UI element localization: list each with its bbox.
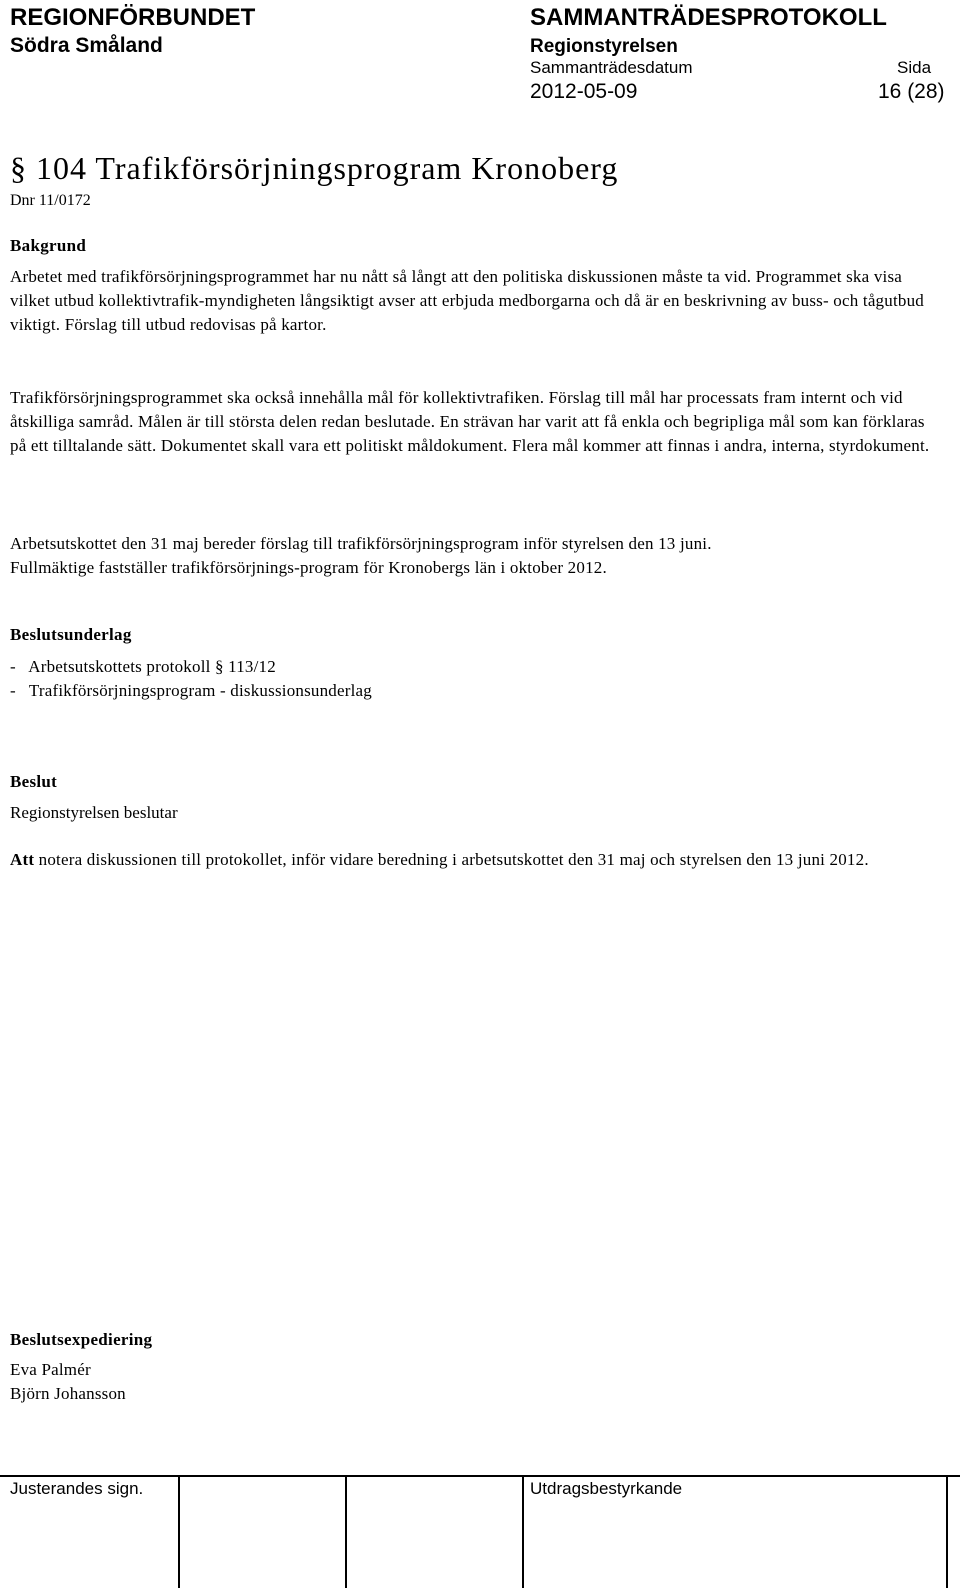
paragraph-line: Arbetsutskottet den 31 maj bereder förslag till trafikförsörjningsprogram inför styrelsen den 13 juni.	[10, 534, 712, 553]
decision-intro: Regionstyrelsen beslutar	[10, 803, 178, 822]
extract-certification-label: Utdragsbestyrkande	[530, 1479, 683, 1498]
diary-number: Dnr 11/0172	[10, 192, 91, 209]
section-heading-dispatch: Beslutsexpediering	[10, 1330, 153, 1349]
governing-body: Regionstyrelsen	[530, 36, 678, 57]
list-item: - Arbetsutskottets protokoll § 113/12	[10, 657, 276, 676]
background-paragraph-1	[10, 265, 940, 337]
signature-cell-divider	[345, 1475, 347, 1588]
page-label: Sida	[897, 58, 932, 77]
signature-cell-divider	[178, 1475, 180, 1588]
list-item: - Trafikförsörjningsprogram - diskussionsunderlag	[10, 681, 372, 700]
decision-text	[10, 848, 940, 872]
footer-top-rule	[0, 1475, 960, 1477]
paragraph-text: Arbetet med trafikförsörjningsprogrammet har nu nått så långt att den politiska diskussionen måste ta vid. Programmet ska visa vilket utbud kollektivtrafik-myndigheten långsiktigt avser att erbjuda medborgarna och då är en beskrivning av buss- och tågutbud viktigt. Förslag till utbud redovisas på kartor.	[10, 267, 924, 334]
adjuster-signature-label: Justerandes sign.	[10, 1479, 144, 1498]
decision-body: notera diskussionen till protokollet, inför vidare beredning i arbetsutskottet den 31 maj och styrelsen den 13 juni 2012.	[34, 850, 869, 869]
meeting-date-label: Sammanträdesdatum	[530, 58, 693, 77]
item-title: § 104 Trafikförsörjningsprogram Kronoberg	[10, 150, 619, 186]
page-number: 16 (28)	[878, 80, 945, 103]
background-paragraph-3	[10, 532, 940, 580]
signature-cell-divider	[522, 1475, 524, 1588]
meeting-date: 2012-05-09	[530, 80, 638, 103]
att-keyword: Att	[10, 850, 35, 869]
basis-list	[10, 655, 940, 703]
org-name: REGIONFÖRBUNDET	[10, 4, 256, 31]
paragraph-text: Trafikförsörjningsprogrammet ska också innehålla mål för kollektivtrafiken. Förslag till mål har processats fram internt och vid åtskilliga samråd. Målen är till största delen redan beslutade. En strävan har varit att få enkla och begripliga mål som kan förklaras på ett tilltalande sätt. Dokumentet skall vara ett politiskt måldokument. Flera mål kommer att finnas i andra, interna, styrdokument.	[10, 388, 930, 455]
section-heading-basis: Beslutsunderlag	[10, 625, 132, 644]
dispatch-list	[10, 1358, 940, 1406]
section-heading-background: Bakgrund	[10, 236, 87, 255]
org-subname: Södra Småland	[10, 34, 163, 57]
background-paragraph-2	[10, 386, 940, 458]
section-heading-decision: Beslut	[10, 772, 58, 791]
document-type: SAMMANTRÄDESPROTOKOLL	[530, 4, 887, 31]
recipient-name: Björn Johansson	[10, 1384, 126, 1403]
recipient-name: Eva Palmér	[10, 1360, 91, 1379]
signature-cell-divider	[946, 1475, 948, 1588]
paragraph-line: Fullmäktige fastställer trafikförsörjnings-program för Kronobergs län i oktober 2012.	[10, 558, 607, 577]
